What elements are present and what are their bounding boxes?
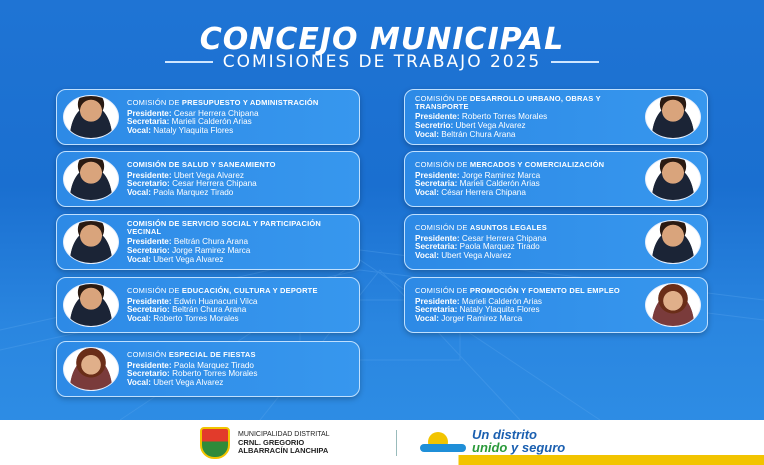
vocal-row: Vocal: César Herrera Chipana	[415, 187, 526, 197]
secretario-row: Secretario: Jorge Ramirez Marca	[127, 246, 251, 256]
sun-icon	[420, 426, 466, 456]
footer-stripe	[0, 455, 764, 465]
member-photo	[63, 157, 119, 201]
commission-info	[411, 224, 645, 261]
municipality-logo	[200, 427, 330, 459]
secretaria-row: Secretaria: Marieli Calderón Arias	[127, 117, 252, 127]
vocal-row: Vocal: Beltrán Chura Arana	[415, 129, 516, 139]
member-photo	[645, 283, 701, 327]
commission-card-mercados	[404, 151, 708, 207]
commission-name: COMISIÓN DE SERVICIO SOCIAL Y PARTICIPACIÓN VECINAL	[127, 218, 322, 236]
presidente-row: Presidente: Cesar Herrera Chipana	[415, 233, 547, 243]
commission-info	[119, 99, 353, 136]
commission-card-educacion	[56, 277, 360, 333]
commission-card-salud	[56, 151, 360, 207]
presidente-row: Presidente: Cesar Herrera Chipana	[127, 108, 259, 118]
secretaria-row: Secretaria: Nataly Ylaquita Flores	[415, 305, 540, 315]
presidente-row: Presidente: Paola Marquez Tirado	[127, 360, 254, 370]
commission-card-fiestas	[56, 341, 360, 397]
vocal-row: Vocal: Jorger Ramirez Marca	[415, 313, 523, 323]
commission-info	[119, 351, 353, 388]
member-photo	[63, 283, 119, 327]
presidente-row: Presidente: Edwin Huanacuni Vilca	[127, 296, 258, 306]
commission-card-promocion-empleo	[404, 277, 708, 333]
commission-card-presupuesto	[56, 89, 360, 145]
subtitle-divider-left	[165, 61, 213, 63]
slogan-text: Un distrito unido y seguro	[472, 427, 566, 455]
member-photo	[63, 220, 119, 264]
presidente-row: Presidente: Jorge Ramirez Marca	[415, 170, 541, 180]
commission-name: COMISIÓN ESPECIAL DE FIESTAS	[127, 349, 256, 359]
member-photo	[63, 347, 119, 391]
vocal-row: Vocal: Ubert Vega Alvarez	[127, 254, 224, 264]
vocal-row: Vocal: Paola Marquez Tirado	[127, 187, 234, 197]
commission-card-desarrollo-urbano	[404, 89, 708, 145]
commission-info	[411, 95, 645, 140]
page-title: CONCEJO MUNICIPAL	[199, 22, 565, 57]
member-photo	[63, 95, 119, 139]
secretario-row: Secretrio: Ubert Vega Alvarez	[415, 121, 526, 131]
subtitle-divider-right	[551, 61, 599, 63]
commission-info	[119, 287, 353, 324]
commission-card-servicio-social	[56, 214, 360, 270]
commission-name: COMISIÓN DE DESARROLLO URBANO, OBRAS Y TRANSPORTE	[415, 93, 601, 111]
commission-name: COMISIÓN DE PRESUPUESTO Y ADMINISTRACIÓN	[127, 97, 319, 107]
municipality-name: MUNICIPALIDAD DISTRITAL CRNL. GREGORIO ALBARRACÍN LANCHIPA	[238, 430, 330, 455]
secretario-row: Secretario: Roberto Torres Morales	[127, 369, 258, 379]
commission-card-asuntos-legales	[404, 214, 708, 270]
presidente-row: Presidente: Ubert Vega Alvarez	[127, 170, 244, 180]
commission-name: COMISIÓN DE ASUNTOS LEGALES	[415, 222, 547, 232]
vocal-row: Vocal: Nataly Ylaquita Flores	[127, 125, 234, 135]
commission-info	[119, 161, 353, 198]
commission-name: COMISIÓN DE EDUCACIÓN, CULTURA Y DEPORTE	[127, 285, 318, 295]
vocal-row: Vocal: Ubert Vega Alvarez	[415, 250, 512, 260]
secretario-row: Secretario: Cesar Herrera Chipana	[127, 179, 257, 189]
commission-name: COMISIÓN DE SALUD Y SANEAMIENTO	[127, 159, 276, 169]
footer-divider	[396, 430, 397, 456]
vocal-row: Vocal: Ubert Vega Alvarez	[127, 377, 224, 387]
commission-name: COMISIÓN DE MERCADOS Y COMERCIALIZACIÓN	[415, 159, 605, 169]
commission-info	[119, 220, 353, 265]
slogan-logo	[420, 426, 565, 456]
secretaria-row: Secretaria: Marieli Calderón Arias	[415, 179, 540, 189]
commission-name: COMISIÓN DE PROMOCIÓN Y FOMENTO DEL EMPLEO	[415, 285, 620, 295]
presidente-row: Presidente: Roberto Torres Morales	[415, 112, 548, 122]
shield-icon	[200, 427, 230, 459]
commission-info	[411, 287, 645, 324]
page-subtitle: COMISIONES DE TRABAJO 2025	[222, 52, 542, 72]
subtitle-row	[0, 52, 764, 72]
secretaria-row: Secretaria: Paola Marquez Tirado	[415, 242, 540, 252]
member-photo	[645, 157, 701, 201]
member-photo	[645, 220, 701, 264]
presidente-row: Presidente: Marieli Calderón Arias	[415, 296, 542, 306]
commission-info	[411, 161, 645, 198]
presidente-row: Presidente: Beltrán Chura Arana	[127, 237, 249, 247]
member-photo	[645, 95, 701, 139]
secretario-row: Secretario: Beltrán Chura Arana	[127, 305, 247, 315]
vocal-row: Vocal: Roberto Torres Morales	[127, 313, 239, 323]
